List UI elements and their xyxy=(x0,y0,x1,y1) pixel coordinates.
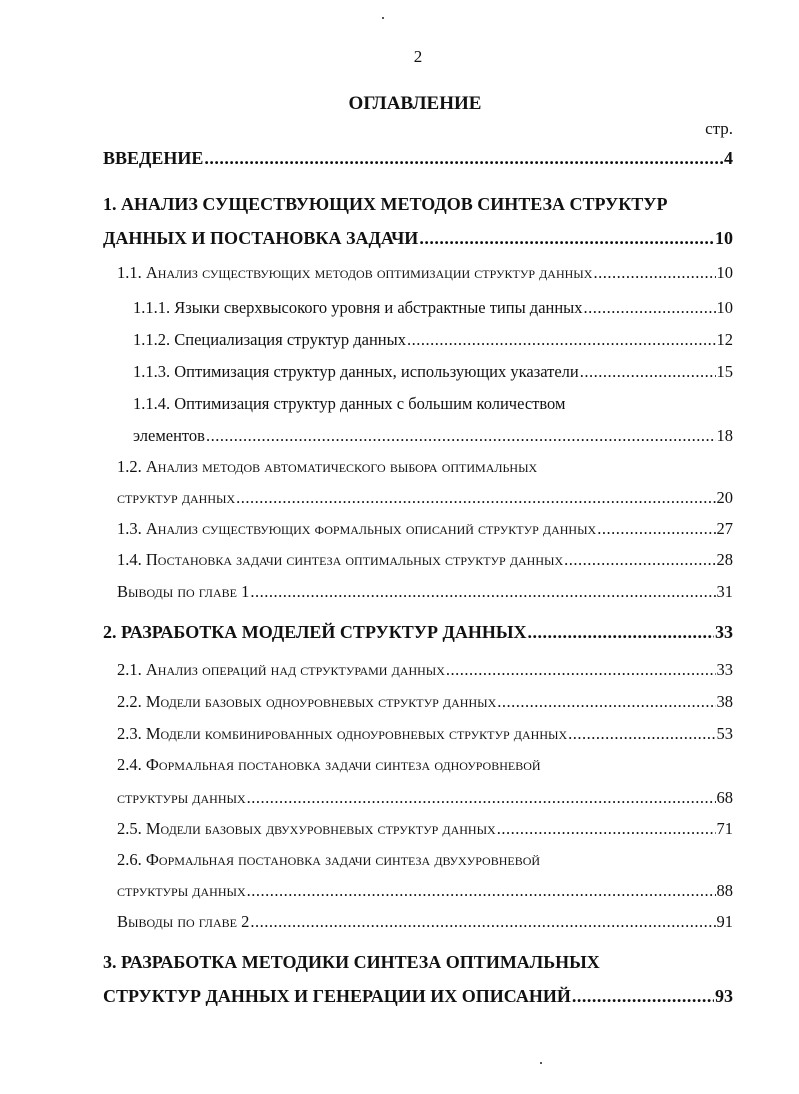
dot-leader xyxy=(206,425,716,447)
dot-leader xyxy=(568,723,715,745)
toc-entry-title: 1.2. Анализ методов автоматического выбора оптимальных xyxy=(117,457,538,476)
toc-page-number: 12 xyxy=(716,330,733,349)
toc-entry xyxy=(133,361,733,383)
toc-entry-title: 2.4. Формальная постановка задачи синтеза одноуровневой xyxy=(117,755,541,774)
dot-leader xyxy=(407,329,716,351)
toc-entry-title: структуры данных xyxy=(117,881,246,900)
toc-entry-title: ДАННЫХ И ПОСТАНОВКА ЗАДАЧИ xyxy=(103,228,419,248)
toc-page-number: 15 xyxy=(716,362,733,381)
dot-leader xyxy=(419,227,714,249)
toc-entry-title: 2.5. Модели базовых двухуровневых структур данных xyxy=(117,819,496,838)
toc-entry xyxy=(117,723,733,745)
toc-entry-line xyxy=(103,951,600,973)
toc-entry-title: СТРУКТУР ДАННЫХ И ГЕНЕРАЦИИ ИХ ОПИСАНИЙ xyxy=(103,986,571,1006)
toc-entry-title: Выводы по главе 1 xyxy=(117,582,250,601)
dot-leader xyxy=(584,297,716,319)
toc-entry xyxy=(103,985,733,1007)
toc-entry xyxy=(117,518,733,540)
toc-entry-title: 1.1.3. Оптимизация структур данных, использующих указатели xyxy=(133,362,579,381)
toc-entry-title: 1.3. Анализ существующих формальных описаний структур данных xyxy=(117,519,597,538)
toc-entry xyxy=(133,329,733,351)
toc-entry xyxy=(103,621,733,643)
toc-entry-title: 2.3. Модели комбинированных одноуровневых структур данных xyxy=(117,724,568,743)
toc-entry-title: 1.1.4. Оптимизация структур данных с большим количеством xyxy=(133,394,566,413)
toc-entry-line xyxy=(117,754,541,776)
toc-page-number: 10 xyxy=(716,263,733,282)
toc-page-number: 68 xyxy=(716,788,733,807)
toc-entry-title: 2.1. Анализ операций над структурами данных xyxy=(117,660,445,679)
toc-title: ОГЛАВЛЕНИЕ xyxy=(348,93,482,114)
dot-leader xyxy=(564,549,715,571)
toc-entry-title: Выводы по главе 2 xyxy=(117,912,250,931)
dot-leader xyxy=(593,262,715,284)
dot-leader xyxy=(236,487,715,509)
toc-entry-title: структуры данных xyxy=(117,788,246,807)
dot-leader xyxy=(497,691,715,713)
toc-entry-title: 2.6. Формальная постановка задачи синтеза двухуровневой xyxy=(117,850,541,869)
toc-entry xyxy=(117,787,733,809)
toc-page-number: 31 xyxy=(716,582,733,601)
toc-entry-line xyxy=(103,193,667,215)
scan-speck xyxy=(382,17,384,19)
toc-entry-title: 1.1.2. Специализация структур данных xyxy=(133,330,406,349)
toc-entry-title: элементов xyxy=(133,426,205,445)
page-number: 2 xyxy=(413,47,423,66)
toc-page-number: 10 xyxy=(716,298,733,317)
toc-page-number: 27 xyxy=(716,519,733,538)
toc-entry xyxy=(133,297,733,319)
dot-leader xyxy=(446,659,716,681)
dot-leader xyxy=(597,518,715,540)
dot-leader xyxy=(497,818,716,840)
dot-leader xyxy=(247,880,716,902)
toc-entry xyxy=(117,691,733,713)
scan-speck xyxy=(540,1062,542,1064)
toc-entry-title: 2.2. Модели базовых одноуровневых структур данных xyxy=(117,692,497,711)
toc-entry xyxy=(103,227,733,249)
toc-entry-title: 1.1.1. Языки сверхвысокого уровня и абстрактные типы данных xyxy=(133,298,583,317)
dot-leader xyxy=(250,581,715,603)
toc-page-number: 88 xyxy=(716,881,733,900)
toc-page-number: 33 xyxy=(716,660,733,679)
page-column-label: стр. xyxy=(705,119,733,138)
toc-entry-title: 1. АНАЛИЗ СУЩЕСТВУЮЩИХ МЕТОДОВ СИНТЕЗА СТРУКТУР xyxy=(103,194,668,214)
toc-entry-title: 1.1. Анализ существующих методов оптимизации структур данных xyxy=(117,263,593,282)
toc-entry xyxy=(117,549,733,571)
toc-entry-title: 1.4. Постановка задачи синтеза оптимальных структур данных xyxy=(117,550,564,569)
toc-entry xyxy=(117,911,733,933)
toc-entry xyxy=(117,487,733,509)
toc-entry xyxy=(117,880,733,902)
dot-leader xyxy=(572,985,714,1007)
toc-page-number: 93 xyxy=(715,986,733,1006)
toc-page-number: 10 xyxy=(715,228,733,248)
toc-page-number: 71 xyxy=(716,819,733,838)
toc-entry-line xyxy=(117,849,540,871)
toc-entry-title: 3. РАЗРАБОТКА МЕТОДИКИ СИНТЕЗА ОПТИМАЛЬНЫХ xyxy=(103,952,600,972)
dot-leader xyxy=(580,361,716,383)
toc-page-number: 20 xyxy=(716,488,733,507)
dot-leader xyxy=(250,911,715,933)
dot-leader xyxy=(204,147,723,169)
toc-entry-title: ВВЕДЕНИЕ xyxy=(103,148,204,168)
toc-page-number: 53 xyxy=(716,724,733,743)
dot-leader xyxy=(247,787,716,809)
toc-entry xyxy=(117,581,733,603)
toc-entry xyxy=(133,425,733,447)
toc-entry xyxy=(117,818,733,840)
toc-entry-title: 2. РАЗРАБОТКА МОДЕЛЕЙ СТРУКТУР ДАННЫХ xyxy=(103,622,527,642)
toc-entry xyxy=(117,262,733,284)
toc-page-number: 33 xyxy=(715,622,733,642)
toc-page-number: 91 xyxy=(716,912,733,931)
toc-page-number: 28 xyxy=(716,550,733,569)
toc-entry-title: структур данных xyxy=(117,488,236,507)
toc-entry-line xyxy=(133,393,565,415)
dot-leader xyxy=(528,621,714,643)
toc-page-number: 4 xyxy=(724,148,733,168)
toc-page-number: 38 xyxy=(716,692,733,711)
toc-entry xyxy=(117,659,733,681)
toc-entry xyxy=(103,147,733,169)
toc-page-number: 18 xyxy=(716,426,733,445)
toc-entry-line xyxy=(117,456,537,478)
